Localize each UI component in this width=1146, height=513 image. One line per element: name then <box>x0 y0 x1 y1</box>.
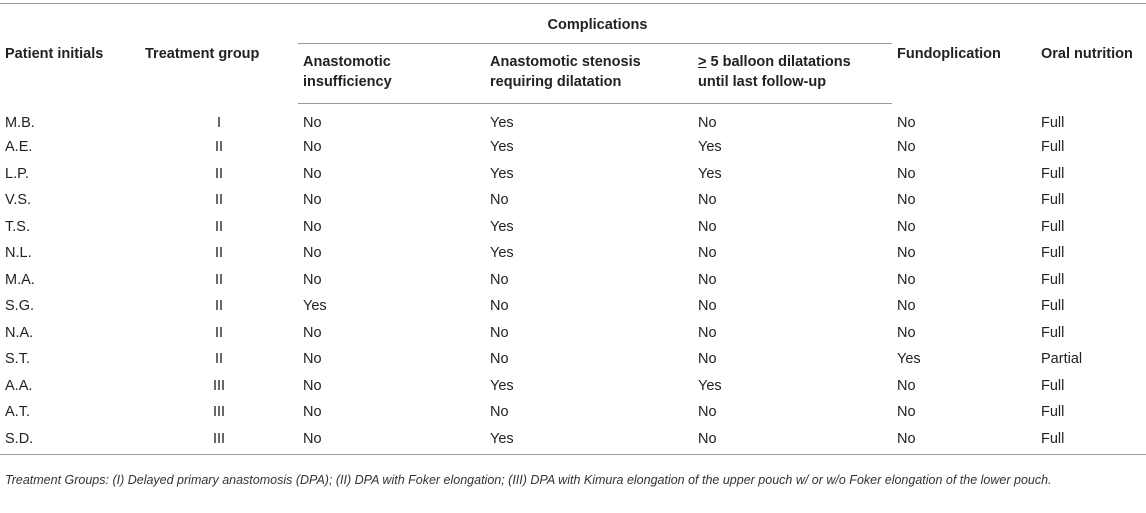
cell-patient-initials: S.T. <box>5 351 30 368</box>
table-row <box>0 214 1146 241</box>
cell-fundoplication: No <box>897 165 916 182</box>
cell-balloon-dilatations: No <box>698 245 717 262</box>
cell-anastomotic-insufficiency: No <box>303 218 322 235</box>
cell-fundoplication: No <box>897 218 916 235</box>
cell-fundoplication: No <box>897 324 916 341</box>
cell-anastomotic-insufficiency: No <box>303 324 322 341</box>
cell-oral-nutrition: Full <box>1041 218 1065 235</box>
cell-fundoplication: No <box>897 114 916 131</box>
cell-treatment-group: II <box>214 139 224 156</box>
cell-fundoplication: No <box>897 404 916 421</box>
cell-balloon-dilatations: No <box>698 351 717 368</box>
table-row <box>0 104 1146 135</box>
cell-treatment-group: II <box>214 218 224 235</box>
cell-anastomotic-insufficiency: No <box>303 271 322 288</box>
header-anastomotic-insufficiency <box>298 44 485 104</box>
header-fundoplication: Fundoplication <box>892 4 1036 104</box>
header-col4-line1: Anastomotic stenosis <box>490 54 641 70</box>
cell-anastomotic-stenosis: No <box>490 324 509 341</box>
cell-fundoplication: Yes <box>897 351 921 368</box>
cell-oral-nutrition: Partial <box>1041 351 1083 368</box>
header-col3-line2: insufficiency <box>303 74 392 90</box>
cell-anastomotic-insufficiency: No <box>303 245 322 262</box>
table-row <box>0 426 1146 455</box>
header-col5-line2: until last follow-up <box>698 74 827 90</box>
cell-treatment-group: II <box>214 324 224 341</box>
cell-anastomotic-stenosis: No <box>490 192 509 209</box>
cell-anastomotic-stenosis: Yes <box>490 218 514 235</box>
cell-balloon-dilatations: Yes <box>698 377 722 394</box>
table-row <box>0 134 1146 161</box>
cell-patient-initials: N.A. <box>5 324 34 341</box>
cell-fundoplication: No <box>897 271 916 288</box>
cell-patient-initials: A.T. <box>5 404 30 421</box>
header-treatment-group: Treatment group <box>140 4 298 104</box>
cell-fundoplication: No <box>897 192 916 209</box>
cell-anastomotic-stenosis: Yes <box>490 115 514 131</box>
table-row <box>0 346 1146 373</box>
header-anastomotic-stenosis <box>485 44 693 104</box>
cell-anastomotic-insufficiency: No <box>303 377 322 394</box>
cell-treatment-group: II <box>214 351 224 368</box>
table-footnote: Treatment Groups: (I) Delayed primary anastomosis (DPA); (II) DPA with Foker elongation; (III) DPA with Kimura elongation of the upper pouch w/ or w/o Foker elongation of the lower pouch. <box>5 473 1052 487</box>
gte-symbol: > <box>698 54 707 70</box>
cell-balloon-dilatations: No <box>693 426 892 455</box>
header-col3-line1: Anastomotic <box>303 54 391 70</box>
cell-treatment-group: II <box>214 245 224 262</box>
cell-anastomotic-insufficiency: No <box>303 139 322 156</box>
cell-anastomotic-stenosis: No <box>490 271 509 288</box>
table-row <box>0 187 1146 214</box>
cell-patient-initials: M.B. <box>5 114 35 131</box>
header-complications-group: Complications <box>298 4 892 44</box>
cell-balloon-dilatations: No <box>698 192 717 209</box>
table-row <box>0 240 1146 267</box>
cell-fundoplication: No <box>897 298 916 315</box>
cell-oral-nutrition: Full <box>1041 298 1065 315</box>
cell-oral-nutrition: Full <box>1036 426 1146 455</box>
cell-anastomotic-stenosis: Yes <box>490 377 514 394</box>
cell-patient-initials: T.S. <box>5 218 30 235</box>
table-row <box>0 293 1146 320</box>
cell-balloon-dilatations: Yes <box>698 139 722 156</box>
cell-anastomotic-insufficiency: No <box>303 115 322 131</box>
data-table-container <box>0 3 1146 455</box>
cell-treatment-group: II <box>214 165 224 182</box>
cell-oral-nutrition: Full <box>1041 139 1065 156</box>
cell-oral-nutrition: Full <box>1041 192 1065 209</box>
cell-oral-nutrition: Full <box>1041 245 1065 262</box>
header-col5-line1: 5 balloon dilatations <box>706 54 851 70</box>
cell-balloon-dilatations: No <box>698 115 717 131</box>
header-oral-nutrition: Oral nutrition <box>1036 4 1146 104</box>
cell-oral-nutrition: Full <box>1041 377 1065 394</box>
table-row <box>0 161 1146 188</box>
cell-treatment-group: III <box>212 404 226 421</box>
cell-patient-initials: A.A. <box>5 377 33 394</box>
cell-anastomotic-insufficiency: No <box>298 426 485 455</box>
header-balloon-dilatations <box>693 44 892 104</box>
header-patient-initials: Patient initials <box>0 4 140 104</box>
cell-anastomotic-stenosis: Yes <box>490 165 514 182</box>
cell-treatment-group: II <box>214 192 224 209</box>
cell-anastomotic-insufficiency: Yes <box>303 298 327 315</box>
cell-oral-nutrition: Full <box>1041 271 1065 288</box>
table-row <box>0 373 1146 400</box>
cell-treatment-group: II <box>214 298 224 315</box>
cell-fundoplication: No <box>897 139 916 156</box>
cell-patient-initials: S.D. <box>0 426 140 455</box>
cell-balloon-dilatations: No <box>698 218 717 235</box>
cell-balloon-dilatations: No <box>698 324 717 341</box>
cell-anastomotic-stenosis: No <box>490 298 509 315</box>
cell-anastomotic-stenosis: No <box>490 404 509 421</box>
cell-anastomotic-stenosis: Yes <box>490 139 514 156</box>
cell-anastomotic-stenosis: Yes <box>485 426 693 455</box>
cell-fundoplication: No <box>892 426 1036 455</box>
complications-table <box>0 3 1146 455</box>
cell-anastomotic-insufficiency: No <box>303 404 322 421</box>
cell-balloon-dilatations: Yes <box>698 165 722 182</box>
cell-anastomotic-stenosis: No <box>490 351 509 368</box>
table-body <box>0 104 1146 455</box>
cell-anastomotic-insufficiency: No <box>303 165 322 182</box>
header-col4-line2: requiring dilatation <box>490 74 622 90</box>
cell-oral-nutrition: Full <box>1041 114 1065 131</box>
cell-fundoplication: No <box>897 245 916 262</box>
cell-oral-nutrition: Full <box>1041 404 1065 421</box>
cell-patient-initials: S.G. <box>5 298 35 315</box>
cell-treatment-group: I <box>216 114 222 131</box>
table-row <box>0 320 1146 347</box>
cell-fundoplication: No <box>897 377 916 394</box>
cell-patient-initials: V.S. <box>5 192 32 209</box>
cell-anastomotic-stenosis: Yes <box>490 245 514 262</box>
cell-anastomotic-insufficiency: No <box>303 351 322 368</box>
cell-patient-initials: L.P. <box>5 165 29 182</box>
cell-balloon-dilatations: No <box>698 271 717 288</box>
cell-treatment-group: III <box>212 377 226 394</box>
cell-balloon-dilatations: No <box>698 298 717 315</box>
cell-oral-nutrition: Full <box>1041 324 1065 341</box>
cell-oral-nutrition: Full <box>1041 165 1065 182</box>
cell-treatment-group: III <box>140 426 298 455</box>
cell-patient-initials: A.E. <box>5 139 33 156</box>
table-row <box>0 399 1146 426</box>
cell-anastomotic-insufficiency: No <box>303 192 322 209</box>
cell-patient-initials: M.A. <box>5 271 35 288</box>
cell-treatment-group: II <box>214 271 224 288</box>
cell-patient-initials: N.L. <box>5 245 32 262</box>
table-header <box>0 4 1146 104</box>
table-row <box>0 267 1146 294</box>
cell-balloon-dilatations: No <box>698 404 717 421</box>
